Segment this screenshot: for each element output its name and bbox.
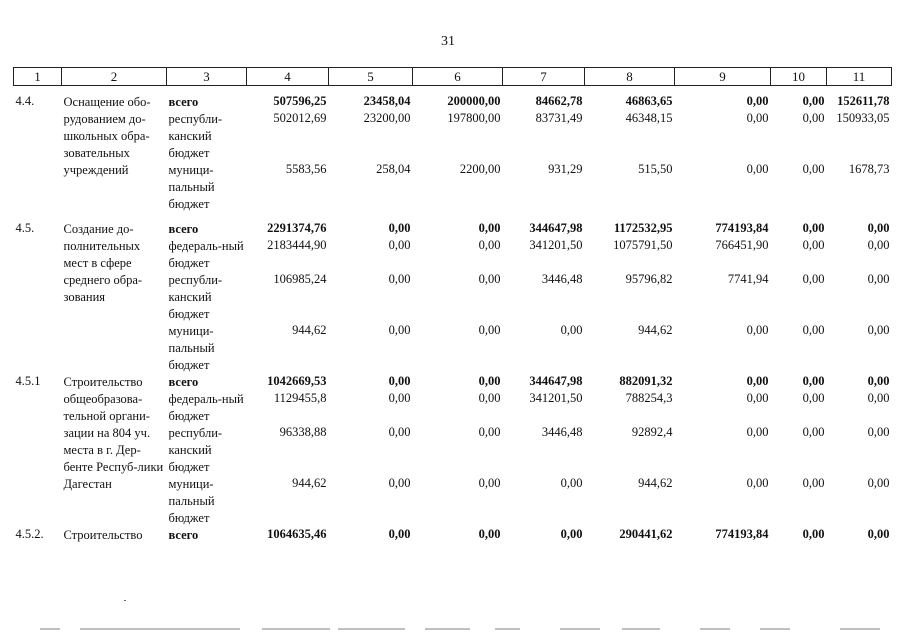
amount-cell: 0,00 [746, 475, 769, 490]
amount-cell: 0,00 [802, 424, 825, 439]
item-name: Оснащение обо-рудованием до-школьных обра-зовательных учреждений [63, 94, 151, 177]
funding-source: республи-канский бюджет [168, 111, 223, 160]
item-number: 4.5.1 [15, 373, 41, 388]
amount-cell: 0,00 [802, 110, 825, 125]
group-spacer [14, 86, 892, 94]
header-row [14, 68, 892, 86]
column-header: 11 [827, 68, 892, 86]
amount-cell: 0,00 [478, 220, 501, 235]
amount-cell: 341201,50 [529, 237, 583, 252]
amount-cell: 83731,49 [535, 110, 583, 125]
amount-cell: 5583,56 [285, 161, 327, 176]
amount-cell: 0,00 [802, 526, 825, 541]
amount-cell: 106985,24 [273, 271, 327, 286]
amount-cell: 0,00 [802, 322, 825, 337]
amount-cell: 344647,98 [529, 373, 583, 388]
amount-cell: 0,00 [478, 322, 501, 337]
item-name: Строительство общеобразова-тельной органи-зации на 804 уч. места в г. Дер-бенте Респуб-лики Дагестан [63, 374, 164, 491]
group-spacer [14, 213, 892, 221]
item-number: 4.5. [15, 220, 35, 235]
amount-cell: 502012,69 [273, 110, 327, 125]
amount-cell: 0,00 [802, 373, 825, 388]
funding-source: всего [168, 374, 199, 389]
amount-cell: 0,00 [802, 271, 825, 286]
amount-cell: 0,00 [867, 373, 890, 388]
amount-cell: 882091,32 [619, 373, 673, 388]
table-row [14, 94, 892, 111]
amount-cell: 944,62 [638, 475, 673, 490]
amount-cell: 944,62 [292, 322, 327, 337]
amount-cell: 0,00 [802, 93, 825, 108]
amount-cell: 23458,04 [363, 93, 411, 108]
page-number: 31 [441, 34, 455, 49]
funding-source: муници-пальный бюджет [168, 476, 215, 525]
amount-cell: 0,00 [388, 373, 411, 388]
amount-cell: 3446,48 [541, 424, 583, 439]
amount-cell: 1172532,95 [613, 220, 673, 235]
table-body [14, 86, 892, 544]
amount-cell: 1064635,46 [267, 526, 327, 541]
amount-cell: 2291374,76 [267, 220, 327, 235]
amount-cell: 0,00 [746, 390, 769, 405]
amount-cell: 788254,3 [625, 390, 673, 405]
amount-cell: 0,00 [560, 526, 583, 541]
amount-cell: 766451,90 [715, 237, 769, 252]
amount-cell: 515,50 [638, 161, 673, 176]
amount-cell: 0,00 [478, 475, 501, 490]
amount-cell: 0,00 [478, 424, 501, 439]
amount-cell: 200000,00 [447, 93, 501, 108]
column-header: 9 [675, 68, 771, 86]
item-number: 4.4. [15, 93, 35, 108]
amount-cell: 152611,78 [837, 93, 890, 108]
amount-cell: 95796,82 [625, 271, 673, 286]
column-header: 5 [329, 68, 413, 86]
amount-cell: 341201,50 [529, 390, 583, 405]
amount-cell: 197800,00 [447, 110, 501, 125]
amount-cell: 0,00 [867, 475, 890, 490]
table-row [14, 374, 892, 391]
amount-cell: 0,00 [478, 526, 501, 541]
amount-cell: 1075791,50 [613, 237, 673, 252]
amount-cell: 0,00 [867, 271, 890, 286]
amount-cell: 0,00 [560, 322, 583, 337]
amount-cell: 0,00 [746, 373, 769, 388]
column-header: 7 [503, 68, 585, 86]
funding-source: республи-канский бюджет [168, 425, 223, 474]
amount-cell: 0,00 [388, 322, 411, 337]
amount-cell: 0,00 [867, 390, 890, 405]
amount-cell: 0,00 [867, 237, 890, 252]
funding-source: федераль-ный бюджет [168, 238, 244, 270]
amount-cell: 0,00 [746, 322, 769, 337]
table-row [14, 527, 892, 544]
cut-off-next-row [0, 620, 910, 640]
amount-cell: 92892,4 [631, 424, 673, 439]
amount-cell: 0,00 [867, 220, 890, 235]
amount-cell: 774193,84 [715, 526, 769, 541]
table-row [14, 221, 892, 238]
column-header: 4 [247, 68, 329, 86]
amount-cell: 84662,78 [535, 93, 583, 108]
amount-cell: 0,00 [478, 390, 501, 405]
column-header: 2 [62, 68, 167, 86]
amount-cell: 150933,05 [836, 110, 890, 125]
amount-cell: 0,00 [867, 322, 890, 337]
amount-cell: 344647,98 [529, 220, 583, 235]
amount-cell: 3446,48 [541, 271, 583, 286]
amount-cell: 0,00 [802, 475, 825, 490]
amount-cell: 0,00 [388, 475, 411, 490]
amount-cell: 774193,84 [715, 220, 769, 235]
funding-source: федераль-ный бюджет [168, 391, 244, 423]
amount-cell: 1042669,53 [267, 373, 327, 388]
funding-source: республи-канский бюджет [168, 272, 223, 321]
item-number: 4.5.2. [15, 526, 44, 541]
budget-table [13, 67, 892, 544]
amount-cell: 0,00 [802, 237, 825, 252]
amount-cell: 258,04 [376, 161, 411, 176]
funding-source: всего [168, 527, 199, 542]
column-header: 10 [771, 68, 827, 86]
amount-cell: 96338,88 [279, 424, 327, 439]
amount-cell: 0,00 [388, 220, 411, 235]
amount-cell: 0,00 [802, 220, 825, 235]
amount-cell: 0,00 [867, 526, 890, 541]
amount-cell: 507596,25 [273, 93, 327, 108]
amount-cell: 0,00 [867, 424, 890, 439]
amount-cell: 0,00 [388, 526, 411, 541]
amount-cell: 0,00 [388, 271, 411, 286]
funding-source: муници-пальный бюджет [168, 162, 215, 211]
amount-cell: 0,00 [388, 424, 411, 439]
column-header: 3 [167, 68, 247, 86]
amount-cell: 0,00 [746, 161, 769, 176]
amount-cell: 0,00 [746, 424, 769, 439]
funding-source: всего [168, 94, 199, 109]
funding-source: всего [168, 221, 199, 236]
amount-cell: 0,00 [560, 475, 583, 490]
page-mark [124, 600, 126, 601]
amount-cell: 0,00 [802, 161, 825, 176]
amount-cell: 2183444,90 [267, 237, 327, 252]
amount-cell: 46348,15 [625, 110, 673, 125]
amount-cell: 944,62 [638, 322, 673, 337]
amount-cell: 0,00 [802, 390, 825, 405]
column-header: 8 [585, 68, 675, 86]
amount-cell: 0,00 [478, 373, 501, 388]
funding-source: муници-пальный бюджет [168, 323, 215, 372]
amount-cell: 1678,73 [848, 161, 890, 176]
item-name: Строительство [63, 527, 143, 542]
amount-cell: 7741,94 [727, 271, 769, 286]
amount-cell: 0,00 [478, 271, 501, 286]
item-name: Создание до-полнительных мест в сфере среднего обра-зования [63, 221, 143, 304]
amount-cell: 0,00 [388, 237, 411, 252]
amount-cell: 0,00 [478, 237, 501, 252]
amount-cell: 23200,00 [363, 110, 411, 125]
amount-cell: 1129455,8 [273, 390, 327, 405]
amount-cell: 2200,00 [459, 161, 501, 176]
column-header: 6 [413, 68, 503, 86]
column-header: 1 [14, 68, 62, 86]
amount-cell: 944,62 [292, 475, 327, 490]
amount-cell: 931,29 [548, 161, 583, 176]
amount-cell: 0,00 [746, 93, 769, 108]
amount-cell: 46863,65 [625, 93, 673, 108]
amount-cell: 0,00 [388, 390, 411, 405]
amount-cell: 0,00 [746, 110, 769, 125]
amount-cell: 290441,62 [619, 526, 673, 541]
